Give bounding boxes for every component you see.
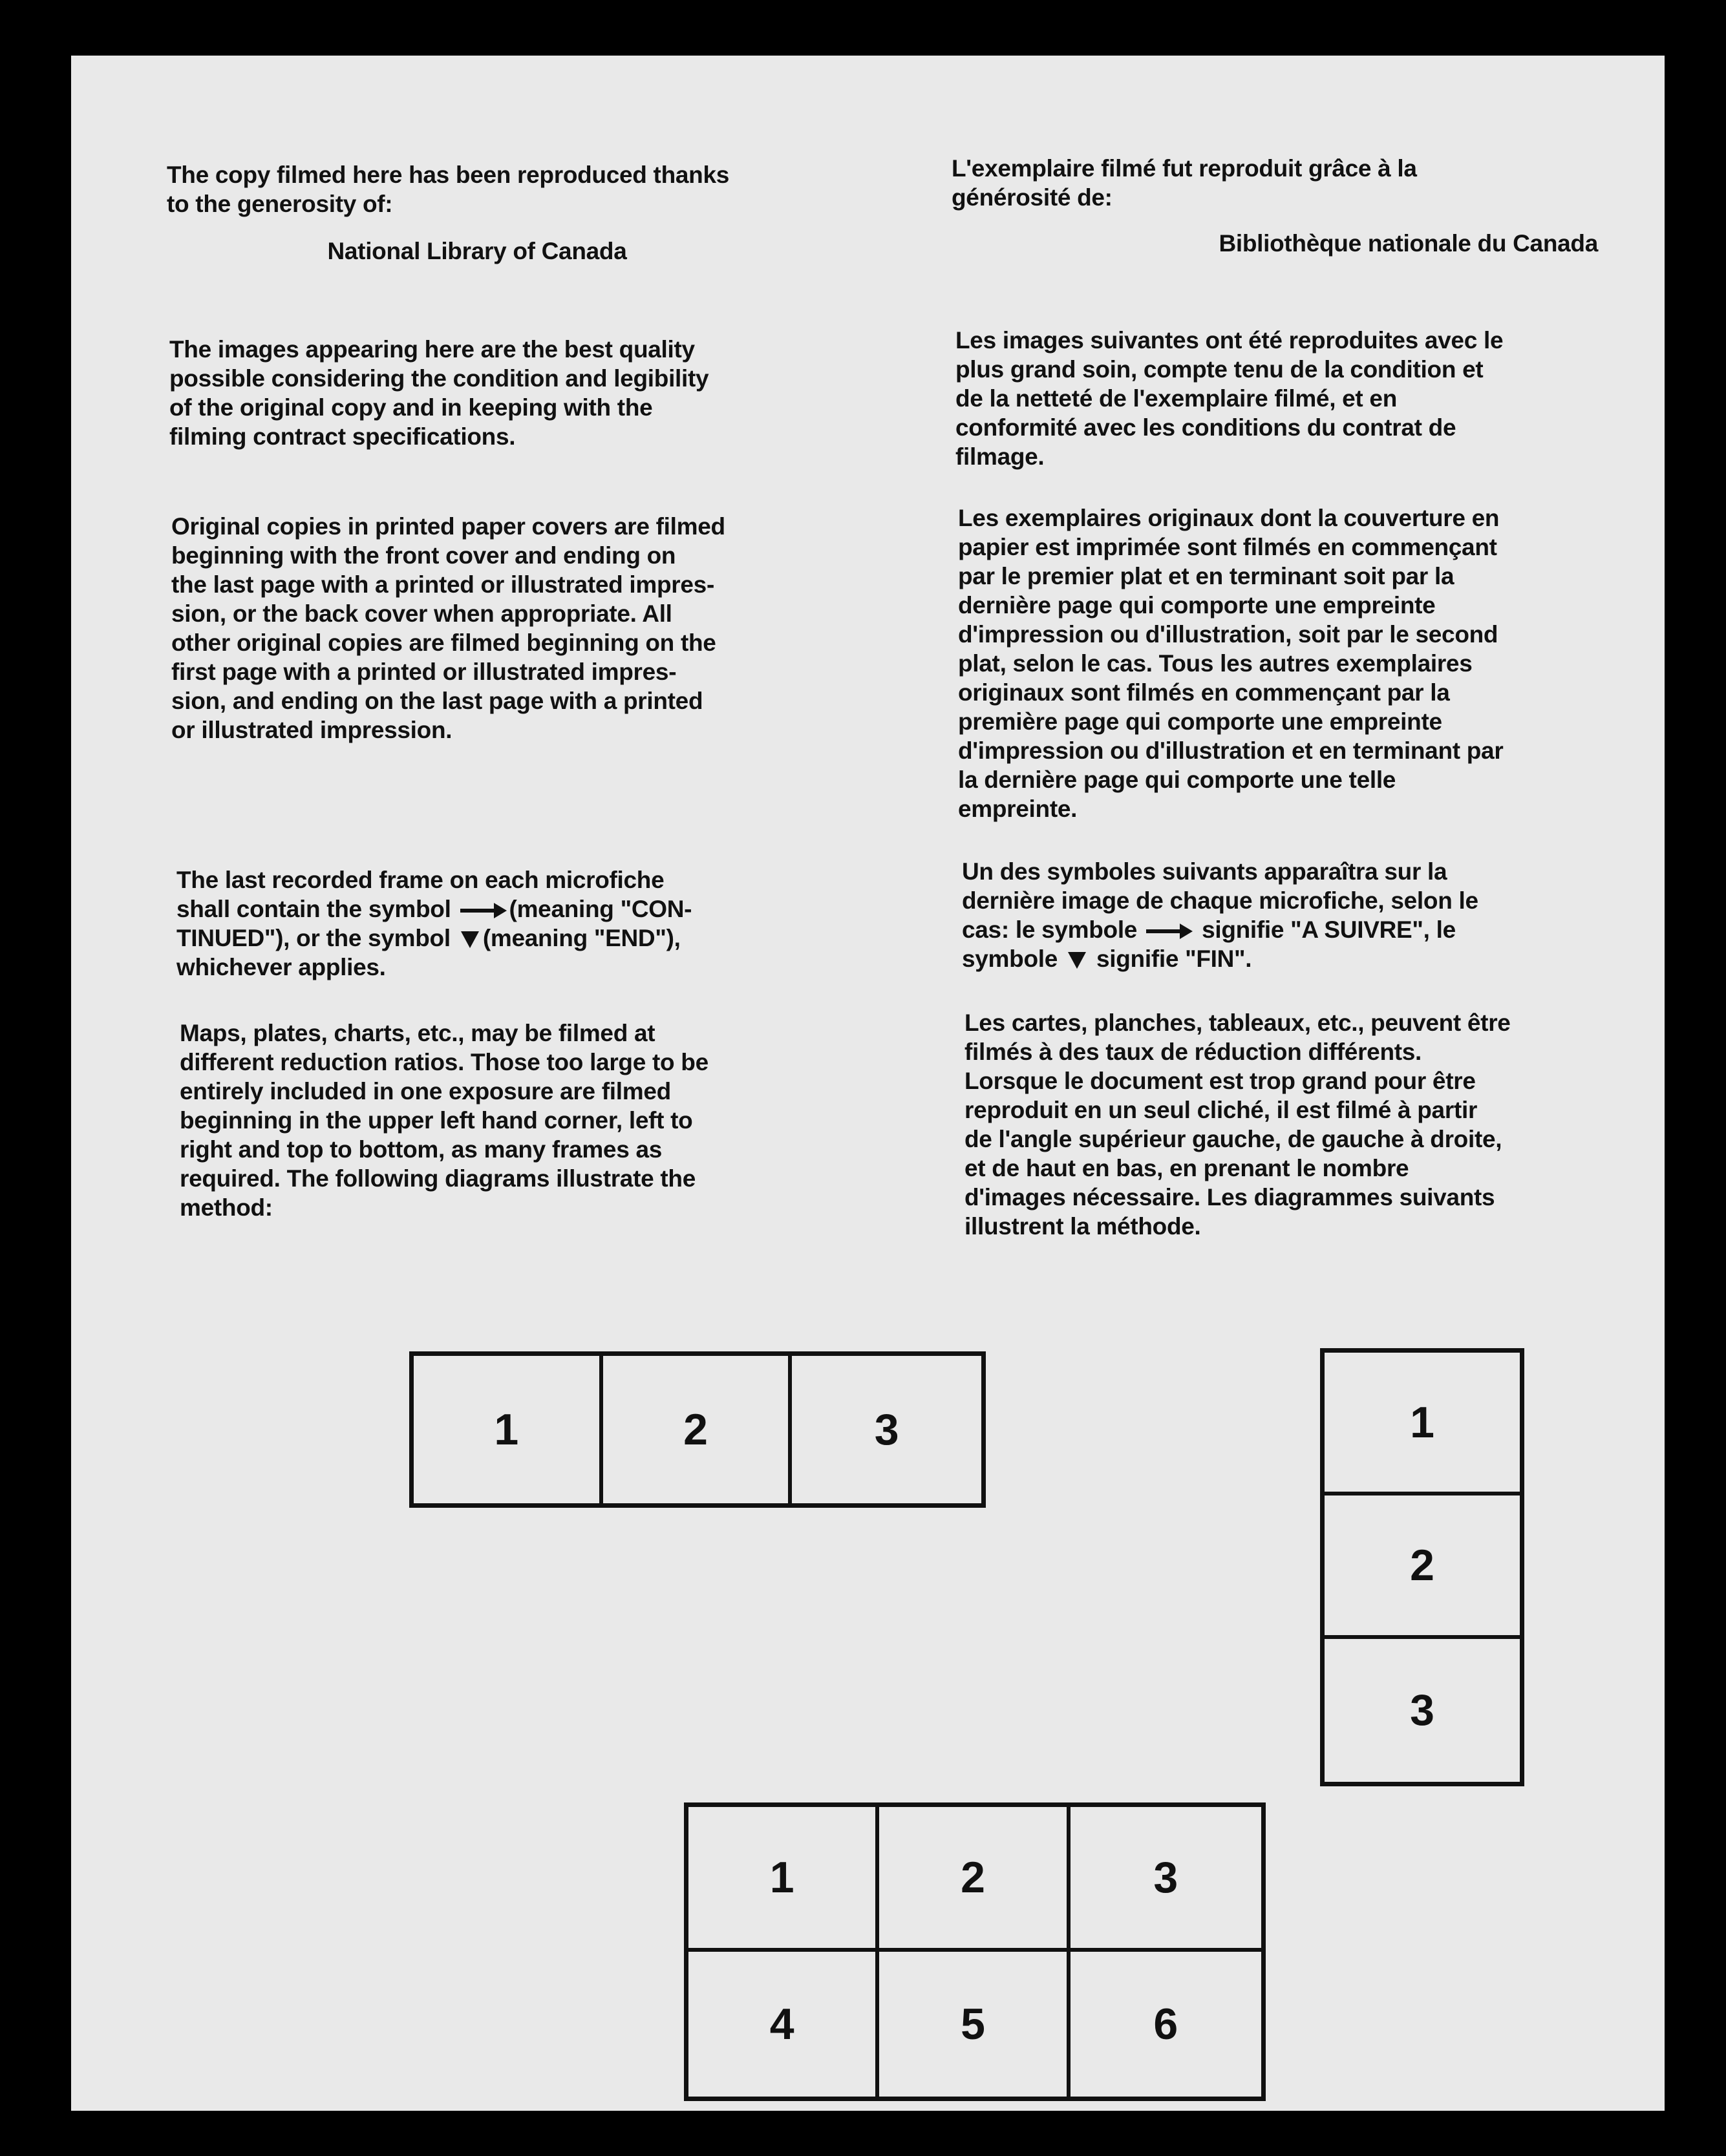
left-symbols-text: (meaning "CON- [509,896,692,922]
right-symbols-text: cas: le symbole [962,916,1138,943]
left-symbols-paragraph [176,865,862,982]
left-symbols-text: shall contain the symbol [176,896,451,922]
end-triangle-icon [461,931,479,948]
left-symbols-text: TINUED"), or the symbol [176,925,451,951]
frame-number: 5 [879,1952,1070,2097]
right-symbols-line-3 [962,915,1660,944]
frame-number: 3 [874,1405,899,1454]
right-symbols-line-1: Un des symboles suivants apparaîtra sur la [962,858,1447,885]
right-maps-paragraph: Les cartes, planches, tableaux, etc., peuvent être filmés à des taux de réduction différents. Lorsque le document est trop grand pour être reproduit en un seul cliché, il est filmé à partir de l'angle supérieur gauche, de gauche à droite, et de haut en bas, en prenant le nombre d'images nécessaire. Les diagrammes suivants illustrent la méthode. [964,1009,1511,1240]
frame-number: 4 [688,1952,879,2097]
filmed-page [71,56,1665,2111]
left-quality-paragraph: The images appearing here are the best quality possible considering the condition and legibility of the original copy and in keeping with the filming contract specifications. [169,336,709,450]
right-library-name: Bibliothèque nationale du Canada [1219,230,1598,257]
continued-arrow-icon [460,903,507,918]
left-maps-paragraph: Maps, plates, charts, etc., may be filmed at different reduction ratios. Those too large to be entirely included in one exposure are filmed beginning in the upper left hand corner, left to right and top to bottom, as many frames as required. The following diagrams illustrate the method: [180,1020,709,1221]
end-triangle-icon [1068,952,1086,969]
diagram-three-down [1320,1348,1524,1786]
frame-number: 3 [1410,1686,1434,1735]
right-symbols-paragraph [962,857,1660,973]
left-intro: The copy filmed here has been reproduced thanks to the generosity of: [167,162,730,217]
frame-number: 2 [1325,1495,1520,1638]
right-intro: L'exemplaire filmé fut reproduit grâce à la générosité de: [952,155,1417,211]
frame-number: 3 [1071,1807,1261,1952]
left-symbols-line-3 [176,924,862,953]
diagram-three-across [409,1351,986,1508]
continued-arrow-icon [1146,924,1193,939]
right-symbols-text: signifie "A SUIVRE", le [1202,916,1456,943]
left-library-name: National Library of Canada [327,238,627,264]
right-quality-paragraph: Les images suivantes ont été reproduites avec le plus grand soin, compte tenu de la condition et de la netteté de l'exemplaire filmé, et en conformité avec les conditions du contrat de filmage. [955,327,1504,470]
right-originals-paragraph: Les exemplaires originaux dont la couverture en papier est imprimée sont filmés en commençant par le premier plat et en terminant soit par la dernière page qui comporte une empreinte d'impression ou d'illustration, soit par le second plat, selon le cas. Tous les autres exemplaires originaux sont filmés en commençant par la première page qui comporte une empreinte d'impression ou d'illustration et en terminant par la dernière page qui comporte une telle empreinte. [958,505,1504,822]
left-originals-paragraph: Original copies in printed paper covers are filmed beginning with the front cover and ending on the last page with a printed or illustrated impres- sion, or the back cover when appropriate. All other original copies are filmed beginning on the first page with a printed or illustrated impres- sion, and ending on the last page with a printed or illustrated impression. [171,513,725,743]
frame-number: 6 [1153,2000,1178,2049]
left-symbols-line-1: The last recorded frame on each microfiche [176,867,665,893]
frame-number: 1 [688,1807,879,1952]
left-symbols-text: (meaning "END"), [482,925,681,951]
frame-number: 1 [1325,1353,1520,1495]
frame-number: 2 [879,1807,1070,1952]
left-symbols-line-4: whichever applies. [176,954,386,980]
frame-number: 1 [414,1356,603,1503]
frame-number: 2 [603,1356,793,1503]
right-symbols-text: signifie "FIN". [1096,946,1252,972]
right-symbols-line-4 [962,944,1660,973]
right-symbols-line-2: dernière image de chaque microfiche, selon le [962,887,1478,914]
diagram-six-grid [684,1802,1266,2101]
left-symbols-line-2 [176,894,862,924]
right-symbols-text: symbole [962,946,1058,972]
